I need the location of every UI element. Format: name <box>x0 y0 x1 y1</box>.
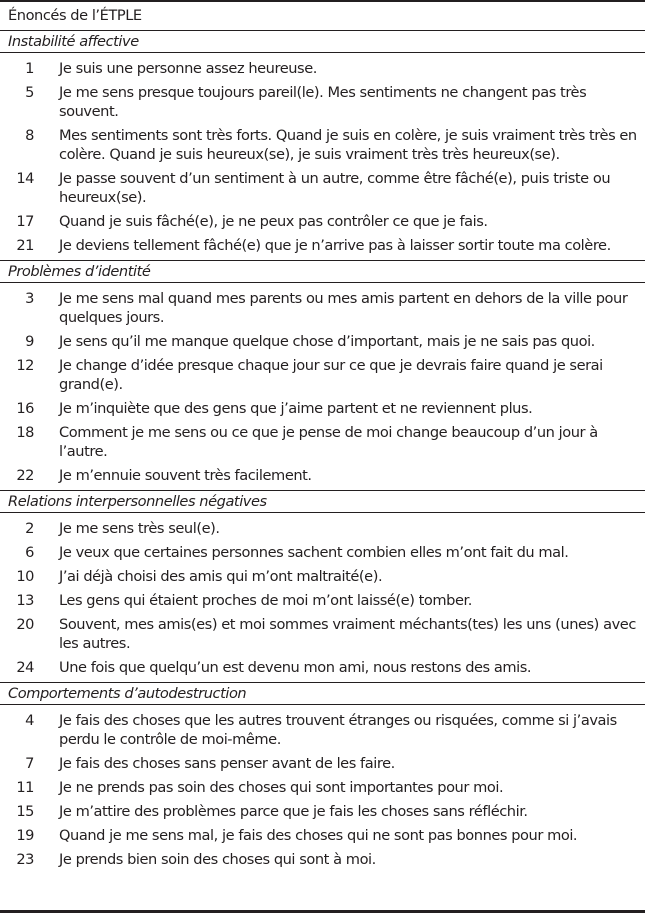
list-item <box>0 126 645 164</box>
item-number: 10 <box>16 568 34 585</box>
item-number: 3 <box>25 290 34 307</box>
item-number: 11 <box>16 779 34 796</box>
list-item <box>0 778 645 797</box>
section-problemes-identite <box>0 260 645 485</box>
item-text: Je prends bien soin des choses qui sont à moi. <box>59 851 376 868</box>
item-number: 14 <box>16 170 34 187</box>
item-text: Je me sens presque toujours pareil(le). Mes sentiments ne changent pas très souvent. <box>59 84 587 120</box>
item-number: 20 <box>16 616 34 633</box>
list-item <box>0 850 645 869</box>
list-item <box>0 236 645 255</box>
item-number: 19 <box>16 827 34 844</box>
item-text: Je m’attire des problèmes parce que je fais les choses sans réfléchir. <box>59 803 528 820</box>
list-item <box>0 169 645 207</box>
table-header: Énoncés de l’ÉTPLE <box>0 2 645 31</box>
item-number: 12 <box>16 357 34 374</box>
item-text: Quand je suis fâché(e), je ne peux pas contrôler ce que je fais. <box>59 213 488 230</box>
item-number: 6 <box>25 544 34 561</box>
item-number: 16 <box>16 400 34 417</box>
list-item <box>0 83 645 121</box>
section-title: Relations interpersonnelles négatives <box>0 490 645 513</box>
list-item <box>0 519 645 538</box>
list-item <box>0 567 645 586</box>
item-text: Je me sens mal quand mes parents ou mes amis partent en dehors de la ville pour quelques jours. <box>59 290 628 326</box>
item-number: 7 <box>25 755 34 772</box>
item-number: 22 <box>16 467 34 484</box>
item-number: 2 <box>25 520 34 537</box>
item-text: Je change d’idée presque chaque jour sur ce que je devrais faire quand je serai grand(e). <box>59 357 603 393</box>
list-item <box>0 289 645 327</box>
section-instabilite-affective <box>0 31 645 255</box>
item-text: Quand je me sens mal, je fais des choses qui ne sont pas bonnes pour moi. <box>59 827 578 844</box>
item-number: 18 <box>16 424 34 441</box>
section-title: Problèmes d’identité <box>0 260 645 283</box>
item-text: Je me sens très seul(e). <box>59 520 220 537</box>
item-text: Une fois que quelqu’un est devenu mon ami, nous restons des amis. <box>59 659 532 676</box>
item-text: Je suis une personne assez heureuse. <box>59 60 317 77</box>
section-title: Instabilité affective <box>0 31 645 53</box>
item-text: Je fais des choses que les autres trouvent étranges ou risquées, comme si j’avais perdu le contrôle de moi-même. <box>59 712 617 748</box>
item-number: 8 <box>25 127 34 144</box>
item-number: 24 <box>16 659 34 676</box>
list-item <box>0 466 645 485</box>
list-item <box>0 356 645 394</box>
item-text: Mes sentiments sont très forts. Quand je suis en colère, je suis vraiment très très en colère. Quand je suis heureux(se), je suis vraiment très très heureux(se). <box>59 127 637 163</box>
item-number: 13 <box>16 592 34 609</box>
item-text: Je passe souvent d’un sentiment à un autre, comme être fâché(e), puis triste ou heureux(se). <box>59 170 611 206</box>
item-number: 15 <box>16 803 34 820</box>
list-item <box>0 423 645 461</box>
item-text: Je fais des choses sans penser avant de les faire. <box>59 755 395 772</box>
item-text: Je veux que certaines personnes sachent combien elles m’ont fait du mal. <box>59 544 569 561</box>
list-item <box>0 754 645 773</box>
item-text: J’ai déjà choisi des amis qui m’ont maltraité(e). <box>59 568 383 585</box>
list-item <box>0 212 645 231</box>
list-item <box>0 332 645 351</box>
list-item <box>0 826 645 845</box>
item-number: 5 <box>25 84 34 101</box>
list-item <box>0 591 645 610</box>
list-item <box>0 711 645 749</box>
item-number: 9 <box>25 333 34 350</box>
item-text: Souvent, mes amis(es) et moi sommes vraiment méchants(tes) les uns (unes) avec les autres. <box>59 616 636 652</box>
list-item <box>0 59 645 78</box>
item-text: Les gens qui étaient proches de moi m’ont laissé(e) tomber. <box>59 592 472 609</box>
item-text: Je ne prends pas soin des choses qui sont importantes pour moi. <box>59 779 504 796</box>
item-number: 4 <box>25 712 34 729</box>
item-number: 17 <box>16 213 34 230</box>
item-text: Comment je me sens ou ce que je pense de moi change beaucoup d’un jour à l’autre. <box>59 424 598 460</box>
item-text: Je sens qu’il me manque quelque chose d’important, mais je ne sais pas quoi. <box>59 333 595 350</box>
list-item <box>0 399 645 418</box>
list-item <box>0 658 645 677</box>
section-comportements-autodestruction <box>0 682 645 869</box>
item-text: Je deviens tellement fâché(e) que je n’arrive pas à laisser sortir toute ma colère. <box>59 237 611 254</box>
item-number: 1 <box>25 60 34 77</box>
list-item <box>0 802 645 821</box>
list-item <box>0 543 645 562</box>
item-text: Je m’inquiète que des gens que j’aime partent et ne reviennent plus. <box>59 400 533 417</box>
section-relations-interpersonnelles <box>0 490 645 677</box>
item-number: 21 <box>16 237 34 254</box>
section-title: Comportements d’autodestruction <box>0 682 645 705</box>
item-text: Je m’ennuie souvent très facilement. <box>59 467 312 484</box>
list-item <box>0 615 645 653</box>
item-number: 23 <box>16 851 34 868</box>
